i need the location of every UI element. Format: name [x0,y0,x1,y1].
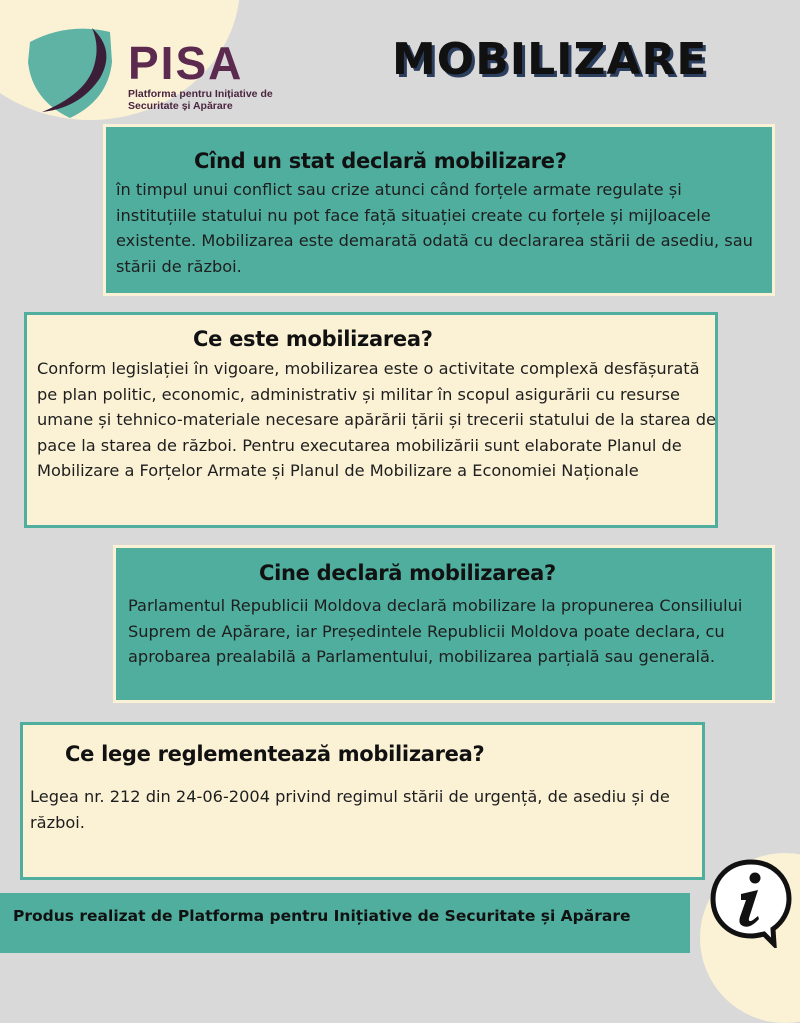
section-heading: Cine declară mobilizarea? [259,561,556,585]
section-body: Legea nr. 212 din 24-06-2004 privind regimul stării de urgență, de asediu și de război. [30,787,670,832]
shield-logo-icon [20,20,120,120]
pisa-logo [20,20,273,120]
section-card-when [103,124,775,296]
logo-name: PISA [128,37,244,89]
section-card-who [113,545,775,703]
section-card-law [20,722,705,880]
section-heading: Ce este mobilizarea? [193,327,433,351]
section-body: în timpul unui conflict sau crize atunci când forțele armate regulate și instituțiile statului nu pot face față situației create cu forțele și mijloacele existente. Mobilizarea este demarată odată cu declararea stării de asediu, sau stării de război. [116,180,753,276]
section-card-what [24,312,718,528]
info-icon [708,858,794,948]
section-body: Parlamentul Republicii Moldova declară mobilizare la propunerea Consiliului Suprem de Apărare, iar Președintele Republicii Moldova poate declara, cu aprobarea prealabilă a Parlamentului, mobilizarea parțială sau generală. [128,596,743,667]
page-title: MOBILIZARE [392,34,708,85]
section-heading: Cînd un stat declară mobilizare? [194,149,567,173]
section-body: Conform legislației în vigoare, mobilizarea este o activitate complexă desfășurată pe plan politic, economic, administrativ și militar în scopul asigurării cu resurse umane și tehnico-materiale necesare apărării țării și trecerii statului de la starea de pace la starea de război. Pentru executarea mobilizării sunt elaborate Planul de Mobilizare a Forțelor Armate și Planul de Mobilizare a Economiei Naționale [37,359,716,481]
footer-credit: Produs realizat de Platforma pentru Inițiative de Securitate și Apărare [13,907,631,925]
logo-subtitle: Platforma pentru Inițiative de Securitate și Apărare [128,88,273,112]
section-heading: Ce lege reglementează mobilizarea? [65,742,485,766]
